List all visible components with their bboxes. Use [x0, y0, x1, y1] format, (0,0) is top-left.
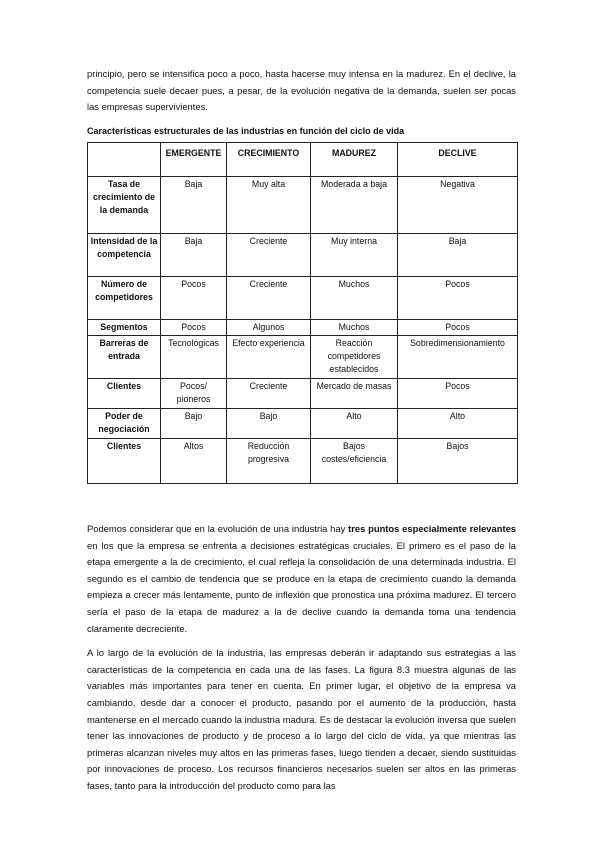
- table-cell: Muy alta: [227, 176, 311, 233]
- table-caption: Características estructurales de las industrias en función del ciclo de vida: [87, 125, 405, 136]
- intro-paragraph: principio, pero se intensifica poco a poco, hasta hacerse muy intensa en la madurez. En el declive, la competencia suele decaer pues, a pesar, de la evolución negativa de la demanda, suelen ser pocas las empresas supervivientes.: [87, 68, 516, 113]
- table-cell: Pocos: [161, 319, 227, 335]
- table-cell: Reducción progresiva: [227, 438, 311, 483]
- table-row: [88, 408, 518, 438]
- table-cell: Pocos: [161, 276, 227, 319]
- table-cell: Tecnológicas: [161, 335, 227, 378]
- table-cell: Bajos: [398, 438, 518, 483]
- row-label: Tasa de crecimiento de la demanda: [88, 176, 161, 233]
- table-cell: Creciente: [227, 233, 311, 276]
- table-cell: Mercado de masas: [311, 378, 398, 408]
- table-row: [88, 176, 518, 233]
- table-row: [88, 378, 518, 408]
- table-cell: Bajos costes/eficiencia: [311, 438, 398, 483]
- row-label: Número de competidores: [88, 276, 161, 319]
- table-row: [88, 233, 518, 276]
- header-cell: CRECIMIENTO: [227, 142, 311, 176]
- table-row: [88, 276, 518, 319]
- table-cell: Bajo: [161, 408, 227, 438]
- row-label: Segmentos: [88, 319, 161, 335]
- table-cell: Negativa: [398, 176, 518, 233]
- paragraph-text: Podemos considerar que en la evolución de una industria hay: [87, 522, 349, 534]
- table-cell: Alto: [398, 408, 518, 438]
- table-cell: Algunos: [227, 319, 311, 335]
- table-cell: Pocos: [398, 276, 518, 319]
- table-cell: Muy interna: [311, 233, 398, 276]
- row-label: Clientes: [88, 378, 161, 408]
- table-row: [88, 438, 518, 483]
- table-cell: Creciente: [227, 378, 311, 408]
- table-row: [88, 335, 518, 378]
- table-cell: Baja: [161, 176, 227, 233]
- table-row: [88, 319, 518, 335]
- table-cell: Baja: [161, 233, 227, 276]
- table-cell: Reacción competidores establecidos: [311, 335, 398, 378]
- table-cell: Altos: [161, 438, 227, 483]
- header-cell: MADUREZ: [311, 142, 398, 176]
- table-cell: Baja: [398, 233, 518, 276]
- table-cell: Sobredimensionamiento: [398, 335, 518, 378]
- header-cell: EMERGENTE: [161, 142, 227, 176]
- row-label: Clientes: [88, 438, 161, 483]
- lifecycle-table: [87, 142, 518, 484]
- table-cell: Pocos: [398, 378, 518, 408]
- table-cell: Bajo: [227, 408, 311, 438]
- body-paragraph: [87, 521, 516, 637]
- row-label: Poder de negociación: [88, 408, 161, 438]
- table-cell: Muchos: [311, 276, 398, 319]
- paragraph-text: en los que la empresa se enfrenta a decisiones estratégicas cruciales. El primero es el paso de la etapa emergente a la de crecimiento, el cual refleja la consolidación de una determinada industria. El segundo es el cambio de tendencia que se produce en la etapa de crecimiento cuando la demanda empieza a crecer más lentamente, punto de inflexión que pronostica una próxima madurez. El tercero sería el paso de la etapa de madurez a la de declive cuando la demanda toma una tendencia claramente decreciente.: [87, 539, 516, 634]
- table-cell: Efecto experiencia: [227, 335, 311, 378]
- row-label: Barreras de entrada: [88, 335, 161, 378]
- table-cell: Creciente: [227, 276, 311, 319]
- table-header-row: [88, 142, 518, 176]
- highlight-text: tres puntos especialmente relevantes: [348, 522, 516, 534]
- document-page: [87, 66, 516, 794]
- header-cell: DECLIVE: [398, 142, 518, 176]
- table-cell: Moderada a baja: [311, 176, 398, 233]
- table-cell: Pocos: [398, 319, 518, 335]
- table-cell: Pocos/ pioneros: [161, 378, 227, 408]
- row-label: Intensidad de la competencia: [88, 233, 161, 276]
- header-cell: [88, 142, 161, 176]
- table-cell: Muchos: [311, 319, 398, 335]
- table-cell: Alto: [311, 408, 398, 438]
- body-paragraph: A lo largo de la evolución de la industria, las empresas deberán ir adaptando sus estrategias a las características de la competencia en cada una de las fases. La figura 8.3 muestra algunas de las variables más importantes para tener en cuenta. En primer lugar, el objetivo de la empresa va cambiando, desde dar a conocer el producto, pasando por el aumento de la producción, hasta mantenerse en el mercado cuando la industria madura. Es de destacar la evolución inversa que suelen tener las innovaciones de producto y de proceso a lo largo del ciclo de vida, ya que mientras las primeras alcanzan niveles muy altos en las primeras fases, luego tienden a decaer, siendo sustituidas por innovaciones de proceso. Los recursos financieros necesarios suelen ser altos en las primeras fases, tanto para la introducción del producto como para las: [87, 647, 516, 791]
